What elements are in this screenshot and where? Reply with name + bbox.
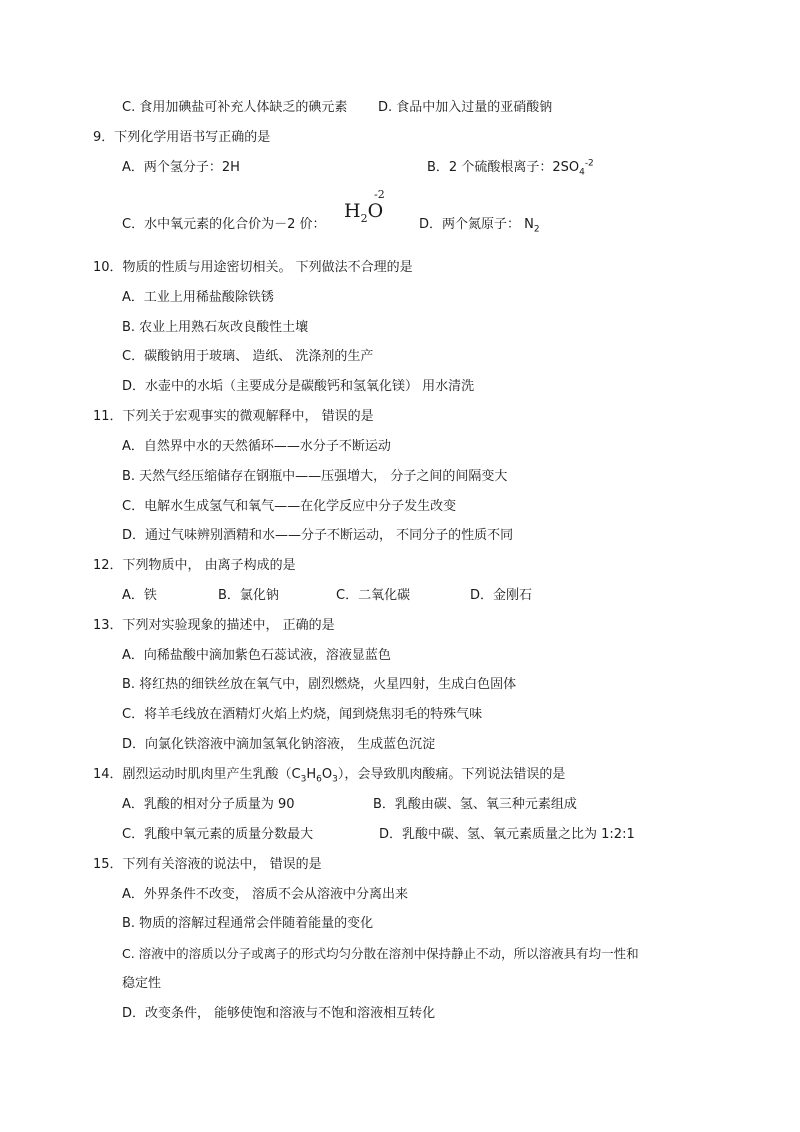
- q11-stem: 11．下列关于宏观事实的微观解释中， 错误的是: [93, 409, 374, 424]
- q12-stem: 12．下列物质中， 由离子构成的是: [93, 558, 296, 573]
- q12-option-a: A．铁: [122, 588, 157, 603]
- q13-stem: 13．下列对实验现象的描述中， 正确的是: [93, 618, 335, 633]
- q15-option-d: D．改变条件， 能够使饱和溶液与不饱和溶液相互转化: [122, 1006, 436, 1021]
- q9-water-formula: $H_2O$ -2: [344, 188, 385, 225]
- q10-option-a: A．工业上用稀盐酸除铁锈: [122, 290, 274, 305]
- q14-option-d: D．乳酸中碳、氢、氧元素质量之比为 1:2:1: [379, 827, 635, 842]
- q9-option-c: C．水中氧元素的化合价为－2 价：: [122, 217, 326, 232]
- q15-option-b: B. 物质的溶解过程通常会伴随着能量的变化: [122, 916, 374, 931]
- q15-option-c-line1: C. 溶液中的溶质以分子或离子的形式均匀分散在溶剂中保持静止不动，所以溶液具有均一性和: [122, 946, 639, 961]
- q9-option-a: A．两个氢分子：2H: [122, 160, 240, 175]
- q13-option-c: C．将羊毛线放在酒精灯火焰上灼烧，闻到烧焦羽毛的特殊气味: [122, 707, 483, 722]
- q12-option-b: B．氯化钠: [218, 588, 279, 603]
- q12-option-c: C．二氧化碳: [336, 588, 411, 603]
- q15-option-a: A．外界条件不改变， 溶质不会从溶液中分离出来: [122, 887, 409, 902]
- q9-valence-label: -2: [374, 188, 385, 201]
- q9-option-d: D．两个氮原子： $N_2$: [419, 217, 540, 235]
- q13-option-b: B. 将红热的细铁丝放在氧气中，剧烈燃烧，火星四射，生成白色固体: [122, 677, 517, 692]
- q15-stem: 15．下列有关溶液的说法中， 错误的是: [93, 857, 322, 872]
- q8-option-d: D. 食品中加入过量的亚硝酸钠: [378, 100, 553, 115]
- q10-stem: 10．物质的性质与用途密切相关。 下列做法不合理的是: [93, 260, 413, 275]
- q8-option-c: C. 食用加碘盐可补充人体缺乏的碘元素: [122, 100, 348, 115]
- q9-option-b: B．2 个硫酸根离子：$2SO_4^{-2}$: [427, 158, 594, 178]
- q11-option-b: B. 天然气经压缩储存在钢瓶中——压强增大， 分子之间的间隔变大: [122, 469, 508, 484]
- q13-option-a: A．向稀盐酸中滴加紫色石蕊试液，溶液显蓝色: [122, 648, 391, 663]
- q12-option-d: D．金刚石: [470, 588, 533, 603]
- q10-option-d: D．水壶中的水垢（主要成分是碳酸钙和氢氧化镁） 用水清洗: [122, 379, 475, 394]
- q13-option-d: D．向氯化铁溶液中滴加氢氧化钠溶液， 生成蓝色沉淀: [122, 737, 436, 752]
- q15-option-c-line2: 稳定性: [122, 976, 162, 991]
- q14-option-b: B．乳酸由碳、氢、氧三种元素组成: [373, 797, 577, 812]
- q14-option-a: A．乳酸的相对分子质量为 90: [122, 797, 295, 812]
- q10-option-b: B. 农业上用熟石灰改良酸性土壤: [122, 320, 309, 335]
- q14-option-c: C．乳酸中氧元素的质量分数最大: [122, 827, 314, 842]
- q11-option-d: D．通过气味辨别酒精和水——分子不断运动， 不同分子的性质不同: [122, 528, 514, 543]
- q14-stem: 14．剧烈运动时肌肉里产生乳酸$(C_3H_6O_3)$，会导致肌肉酸痛。下列说法错误的是: [93, 767, 566, 785]
- q10-option-c: C．碳酸钠用于玻璃、 造纸、 洗涤剂的生产: [122, 349, 374, 364]
- q11-option-a: A．自然界中水的天然循环——水分子不断运动: [122, 439, 391, 454]
- q11-option-c: C．电解水生成氢气和氧气——在化学反应中分子发生改变: [122, 499, 457, 514]
- q9-stem: 9．下列化学用语书写正确的是: [93, 130, 271, 145]
